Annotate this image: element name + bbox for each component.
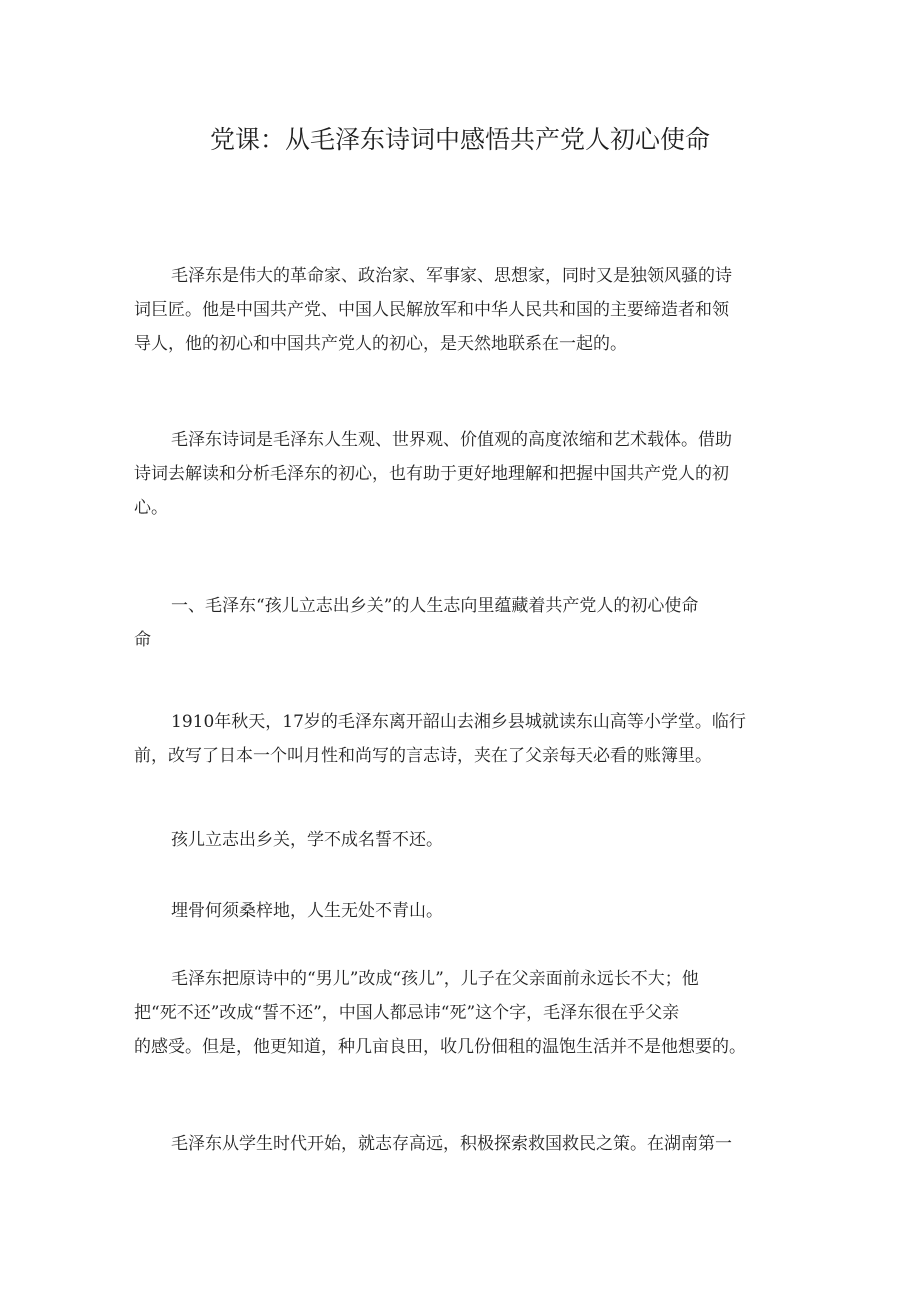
paragraph-line: 毛泽东诗词是毛泽东人生观、世界观、价值观的高度浓缩和艺术载体。借助 — [171, 430, 732, 450]
poem-line-2 — [134, 894, 794, 928]
paragraph-line: 导人，他的初心和中国共产党人的初心，是天然地联系在一起的。 — [134, 334, 627, 354]
paragraph-1 — [134, 259, 794, 361]
paragraph-line: 诗词去解读和分析毛泽东的初心，也有助于更好地理解和把握中国共产党人的初 — [134, 464, 729, 484]
section-heading-line: 一、毛泽东“孩儿立志出乡关”的人生志向里蕴藏着共产党人的初心使命 — [171, 596, 699, 616]
paragraph-line: 毛泽东是伟大的革命家、政治家、军事家、思想家，同时又是独领风骚的诗 — [171, 266, 732, 286]
paragraph-line: 前，改写了日本一个叫月性和尚写的言志诗，夹在了父亲每天必看的账簿里。 — [134, 746, 712, 766]
paragraph-line: 词巨匠。他是中国共产党、中国人民解放军和中华人民共和国的主要缔造者和领 — [134, 300, 729, 320]
paragraph-3 — [134, 705, 794, 773]
paragraph-line: 毛泽东从学生时代开始，就志存高远，积极探索救国救民之策。在湖南第一 — [171, 1134, 732, 1154]
section-heading-line: 命 — [134, 630, 151, 650]
section-heading-1 — [134, 589, 794, 657]
paragraph-line: 把“死不还”改成“誓不还”，中国人都忌讳“死”这个字，毛泽东很在乎父亲 — [134, 1003, 680, 1023]
paragraph-4 — [134, 962, 794, 1064]
poem-line-1 — [134, 823, 794, 857]
poem-line: 埋骨何须桑梓地，人生无处不青山。 — [171, 901, 443, 921]
paragraph-line: 的感受。但是，他更知道，种几亩良田，收几份佃租的温饱生活并不是他想要的。 — [134, 1037, 746, 1057]
paragraph-line: 心。 — [134, 498, 168, 518]
paragraph-line: 毛泽东把原诗中的“男儿”改成“孩儿”，儿子在父亲面前永远长不大；他 — [171, 969, 699, 989]
document-title: 党课：从毛泽东诗词中感悟共产党人初心使命 — [209, 125, 710, 154]
paragraph-5 — [134, 1127, 794, 1161]
paragraph-2 — [134, 423, 794, 525]
paragraph-line: 1910年秋天，17岁的毛泽东离开韶山去湘乡县城就读东山高等小学堂。临行 — [171, 712, 746, 732]
poem-line: 孩儿立志出乡关，学不成名誓不还。 — [171, 830, 443, 850]
